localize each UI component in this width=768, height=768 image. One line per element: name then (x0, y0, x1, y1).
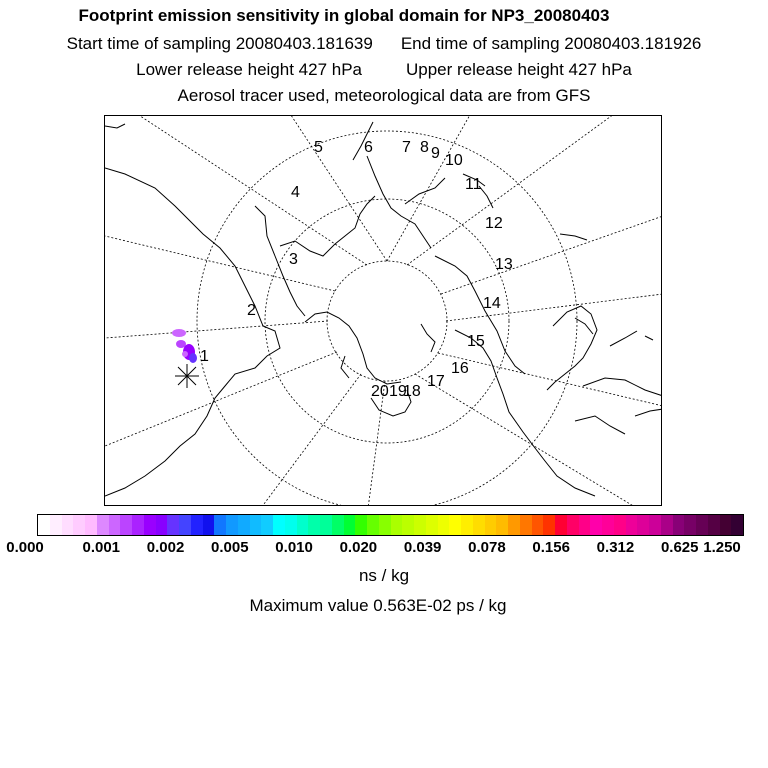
color-scale-tick-label: 0.312 (596, 539, 635, 556)
color-scale-swatch (297, 515, 309, 535)
latitude-circle (265, 199, 509, 443)
color-scale-swatch (38, 515, 50, 535)
polar-map (104, 115, 662, 506)
color-scale-tick-label: 0.039 (403, 539, 442, 556)
color-scale-swatch (520, 515, 532, 535)
color-scale-swatch (449, 515, 461, 535)
map-canvas (105, 116, 662, 506)
latitude-circle (327, 261, 447, 381)
color-scale-swatch (708, 515, 720, 535)
track-label: 14 (483, 295, 501, 312)
track-label: 9 (431, 145, 440, 162)
coastlines (105, 122, 662, 496)
track-label: 20 (371, 383, 389, 400)
color-scale-swatch (308, 515, 320, 535)
color-scale-swatch (156, 515, 168, 535)
color-scale-swatch (720, 515, 732, 535)
track-label: 4 (291, 184, 300, 201)
track-label: 16 (451, 360, 469, 377)
color-scale-tick-label: 0.002 (146, 539, 185, 556)
color-scale-swatch (485, 515, 497, 535)
track-label: 1 (200, 348, 209, 365)
color-scale-swatch (144, 515, 156, 535)
track-label: 13 (495, 256, 513, 273)
color-scale-bar (37, 514, 744, 536)
color-scale-swatch (438, 515, 450, 535)
track-labels (200, 139, 513, 400)
track-label: 12 (485, 215, 503, 232)
color-scale-swatch (461, 515, 473, 535)
meridians (105, 116, 662, 506)
color-scale-swatch (590, 515, 602, 535)
track-label: 3 (289, 251, 298, 268)
color-scale-swatch (649, 515, 661, 535)
color-scale-tick-label: 0.020 (339, 539, 378, 556)
color-scale-swatch (731, 515, 743, 535)
color-scale-swatch (355, 515, 367, 535)
tracer-info: Aerosol tracer used, meteorological data are from GFS (177, 86, 591, 105)
color-scale-swatch (543, 515, 555, 535)
color-scale-swatch (214, 515, 226, 535)
color-scale-tick-label: 0.005 (211, 539, 249, 556)
color-scale-swatch (602, 515, 614, 535)
color-scale-unit: ns / kg (358, 566, 410, 585)
color-scale-tick-label: 0.156 (532, 539, 570, 556)
color-scale-swatch (567, 515, 579, 535)
track-label: 17 (427, 373, 445, 390)
color-scale-swatch (344, 515, 356, 535)
color-scale-swatch (496, 515, 508, 535)
color-scale-swatch (332, 515, 344, 535)
color-scale-swatch (473, 515, 485, 535)
color-scale-tick-label: 0.010 (275, 539, 313, 556)
track-label: 8 (420, 139, 429, 156)
track-label: 6 (364, 139, 373, 156)
color-scale-tick-label: 1.250 (703, 539, 741, 556)
color-scale-swatch (555, 515, 567, 535)
color-scale-swatch (391, 515, 403, 535)
track-label: 2 (247, 302, 256, 319)
start-time: Start time of sampling 20080403.181639 (66, 34, 373, 53)
color-scale-swatch (673, 515, 685, 535)
color-scale-swatch (379, 515, 391, 535)
color-scale-swatch (261, 515, 273, 535)
track-label: 11 (465, 176, 482, 193)
upper-release-height: Upper release height 427 hPa (406, 60, 632, 79)
color-scale-swatch (62, 515, 74, 535)
color-scale-swatch (273, 515, 285, 535)
color-scale-swatch (191, 515, 203, 535)
end-time: End time of sampling 20080403.181926 (400, 34, 702, 53)
color-scale-swatch (97, 515, 109, 535)
color-scale-swatch (320, 515, 332, 535)
color-scale-swatch (414, 515, 426, 535)
color-scale-swatch (109, 515, 121, 535)
color-scale-tick-label: 0.625 (660, 539, 699, 556)
color-scale-swatch (238, 515, 250, 535)
track-label: 5 (314, 139, 323, 156)
color-scale-tick-label: 0.001 (82, 539, 121, 556)
color-scale-swatch (250, 515, 262, 535)
sampling-times (0, 34, 768, 54)
sensitivity-plume (172, 329, 197, 363)
color-scale-swatch (684, 515, 696, 535)
lower-release-height: Lower release height 427 hPa (136, 60, 362, 79)
color-scale-swatch (579, 515, 591, 535)
color-scale-swatch (508, 515, 520, 535)
color-scale-swatch (637, 515, 649, 535)
track-label: 18 (403, 383, 421, 400)
color-scale-tick-label: 0.078 (468, 539, 506, 556)
color-scale-swatch (132, 515, 144, 535)
color-scale-swatch (73, 515, 85, 535)
maximum-value: Maximum value 0.563E-02 ps / kg (249, 596, 507, 615)
color-scale-swatch (120, 515, 132, 535)
color-scale-swatch (696, 515, 708, 535)
release-heights (0, 60, 768, 80)
color-scale-swatch (167, 515, 179, 535)
color-scale-swatch (85, 515, 97, 535)
color-scale-swatch (203, 515, 215, 535)
color-scale-tick-label: 0.000 (6, 539, 44, 556)
color-scale-swatch (402, 515, 414, 535)
color-scale-swatch (626, 515, 638, 535)
color-scale-swatch (614, 515, 626, 535)
track-label: 7 (402, 139, 411, 156)
map-title: Footprint emission sensitivity in global domain for NP3_20080403 (78, 6, 610, 25)
color-scale-swatch (367, 515, 379, 535)
track-label: 10 (445, 152, 463, 169)
release-location-marker (175, 364, 199, 388)
color-scale-swatch (285, 515, 297, 535)
color-scale-swatch (426, 515, 438, 535)
color-scale-swatch (226, 515, 238, 535)
color-scale-swatch (661, 515, 673, 535)
color-scale-swatch (179, 515, 191, 535)
color-scale-swatch (532, 515, 544, 535)
track-label: 19 (389, 383, 407, 400)
color-scale-swatch (50, 515, 62, 535)
track-label: 15 (467, 333, 485, 350)
